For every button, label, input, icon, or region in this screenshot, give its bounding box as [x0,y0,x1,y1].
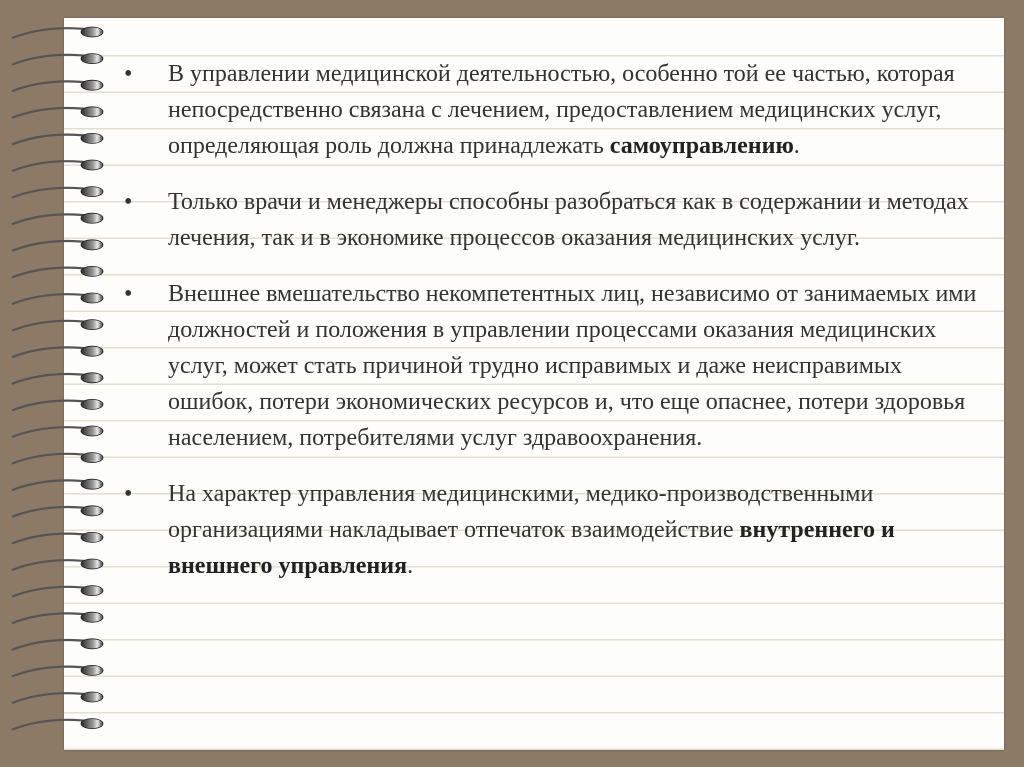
spiral-coil [81,54,103,64]
spiral-coil [81,320,103,330]
bullet-item-1 [124,56,984,164]
spiral-coil [81,665,103,675]
spiral-coil [81,453,103,463]
spiral-coil [81,506,103,516]
spiral-coil [81,559,103,569]
spiral-coil [81,692,103,702]
bullet-text-2 [168,189,969,251]
spiral-coil [81,107,103,117]
bullet-item-3 [124,276,984,456]
spiral-coil [81,293,103,303]
spiral-coil [81,240,103,250]
spiral-coil [81,266,103,276]
bold-term: внутреннего и внешнего управления [168,517,895,579]
text-segment: . [407,553,414,579]
slide-content [124,56,984,604]
spiral-coil [81,479,103,489]
spiral-coil [81,426,103,436]
text-segment: . [793,133,800,159]
spiral-coil [81,187,103,197]
spiral-coil [81,532,103,542]
text-segment: Внешнее вмешательство некомпетентных лиц, независимо от занимаемых ими должностей и положения в управлении процессами оказания медицинских услуг, может стать причиной трудно исправимых и даже неисправимых ошибок, потери экономических ресурсов и, что еще опаснее, потери здоровья населением, потребителями услуг здравоохранения. [168,281,977,451]
bullet-text-3 [168,281,976,451]
spiral-coil [81,80,103,90]
spiral-coil [81,133,103,143]
spiral-coil [81,612,103,622]
spiral-coil [81,160,103,170]
bullet-text-4 [168,481,895,579]
spiral-coil [81,639,103,649]
spiral-coil [81,346,103,356]
spiral-binding [8,20,108,750]
bullet-item-2 [124,184,984,256]
bold-term: самоуправлению [609,133,794,159]
text-segment: В управлении медицинской деятельностью, особенно той ее частью, которая непосредственно связана с лечением, предоставлением медицинских услуг, определяющая роль должна принадлежать [168,61,955,159]
spiral-coil [81,27,103,37]
spiral-coil [81,719,103,729]
bullet-list [124,56,984,584]
bullet-item-4 [124,476,984,584]
bullet-text-1 [168,61,955,159]
text-segment: На характер управления медицинскими, медико-производственными организациями накладывает отпечаток взаимодействие [168,481,874,543]
spiral-coil [81,586,103,596]
spiral-coil [81,399,103,409]
text-segment: Только врачи и менеджеры способны разобраться как в содержании и методах лечения, так и в экономике процессов оказания медицинских услуг. [168,189,969,251]
spiral-coil [81,213,103,223]
spiral-coil [81,373,103,383]
